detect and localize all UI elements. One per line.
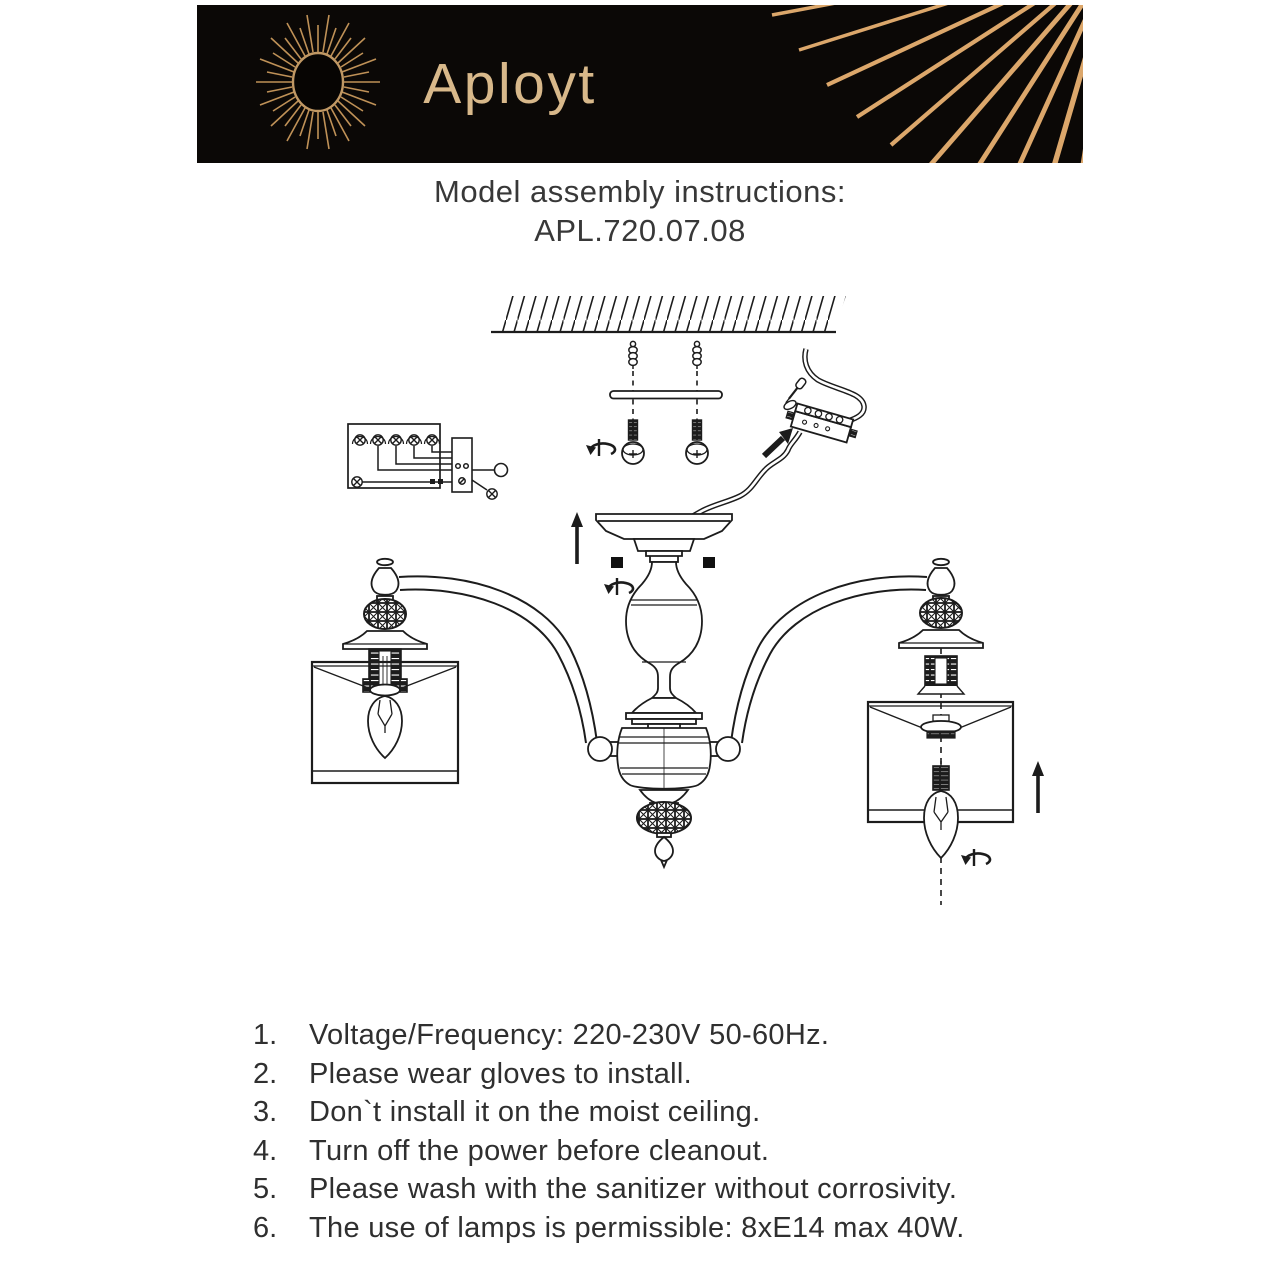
item-text: The use of lamps is permissible: 8xE14 max 40W.	[309, 1211, 965, 1244]
item-number: 5.	[253, 1173, 278, 1205]
item-text: Don`t install it on the moist ceiling.	[309, 1096, 761, 1128]
item-number: 2.	[253, 1057, 278, 1090]
schematic-wires	[362, 446, 452, 482]
socket-right	[918, 656, 964, 694]
arm-ball-left	[588, 737, 612, 761]
model-number: APL.720.07.08	[534, 213, 746, 248]
brand-wordmark: Aployt	[423, 52, 597, 116]
ceiling-hatch	[491, 296, 846, 332]
screw-guide-lines	[633, 371, 697, 439]
schematic-ring	[495, 464, 508, 477]
wiring-diagram	[348, 424, 508, 499]
screw-right	[686, 420, 708, 464]
crystal-ball-left	[364, 599, 406, 629]
bell-cap-right	[899, 630, 983, 648]
candle-bulb-right	[924, 761, 958, 858]
item-number: 1.	[253, 1019, 278, 1051]
wall-anchor-left	[629, 341, 637, 369]
rotation-icon-bulb	[961, 849, 990, 866]
item-text: Turn off the power before cleanout.	[309, 1134, 770, 1167]
rotation-icon-screws	[586, 439, 615, 456]
list-item	[253, 1021, 1093, 1050]
crystal-sphere	[637, 802, 691, 834]
item-number: 4.	[253, 1134, 278, 1167]
crystal-ball-right	[920, 598, 962, 628]
canopy-screw-right	[703, 557, 715, 568]
item-text: Voltage/Frequency: 220-230V 50-60Hz.	[309, 1019, 830, 1051]
list-item	[253, 1211, 1093, 1244]
finial	[655, 837, 673, 867]
bell-cap-left	[343, 631, 427, 649]
item-number: 6.	[253, 1211, 278, 1244]
page-title: Model assembly instructions:	[434, 174, 846, 209]
instruction-list	[253, 1021, 1093, 1252]
chandelier-column	[588, 514, 740, 867]
screw-left	[622, 420, 644, 464]
list-item	[253, 1175, 1093, 1204]
item-text: Please wash with the sanitizer without corrosivity.	[309, 1173, 958, 1205]
terminal-block-assembly	[693, 349, 864, 516]
arm-finial-right	[928, 568, 955, 595]
lamp-symbols	[352, 435, 497, 499]
up-arrow-icon-shade	[1032, 761, 1044, 813]
up-arrow-icon-canopy	[571, 512, 583, 564]
item-number: 3.	[253, 1096, 278, 1128]
arm-finial-left	[372, 568, 399, 595]
rotation-icon-canopy	[604, 578, 633, 595]
item-text: Please wear gloves to install.	[309, 1057, 692, 1090]
list-item	[253, 1057, 1093, 1090]
list-item	[253, 1134, 1093, 1167]
arm-ball-right	[716, 737, 740, 761]
canopy-wire	[693, 432, 800, 516]
wall-anchor-right	[693, 341, 701, 369]
canopy-screw-left	[611, 557, 623, 568]
left-arm	[399, 576, 597, 743]
left-shade-assembly	[312, 559, 458, 783]
column-baluster	[626, 562, 702, 698]
list-item	[253, 1098, 1093, 1127]
chandelier-canopy	[596, 514, 732, 562]
mounting-bar	[610, 391, 722, 399]
right-shade-assembly	[868, 559, 1044, 905]
